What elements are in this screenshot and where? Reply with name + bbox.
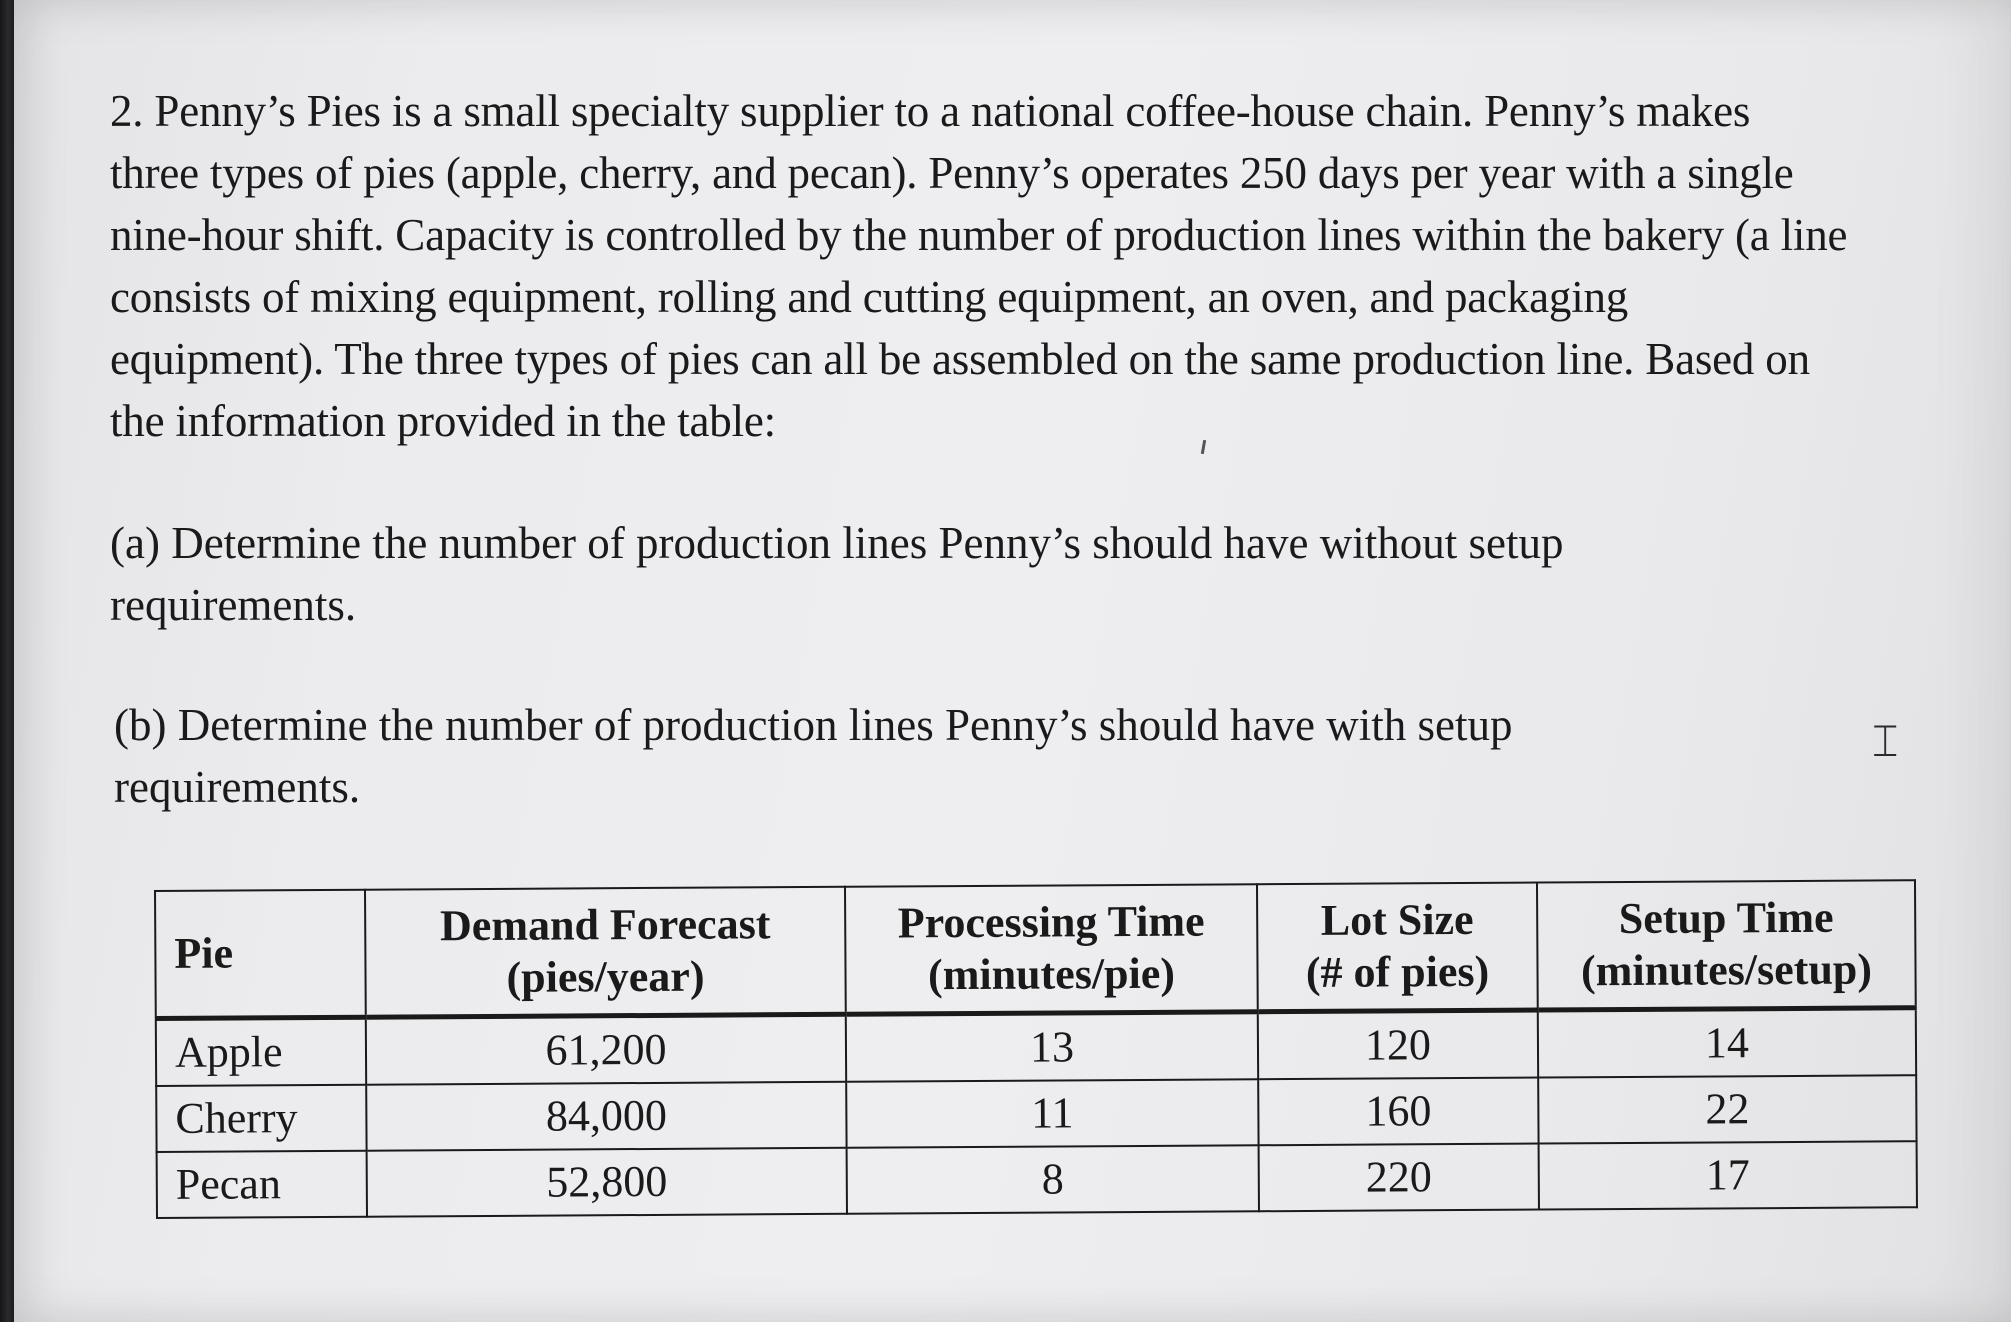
cell-demand: 61,200 <box>366 1014 846 1084</box>
header-pie-label: Pie <box>174 928 234 978</box>
cell-demand: 52,800 <box>367 1148 847 1217</box>
document-screen <box>14 0 2011 1322</box>
cell-demand: 84,000 <box>366 1082 846 1151</box>
question-block <box>110 80 1850 452</box>
cell-pie: Apple <box>156 1017 366 1086</box>
cell-processing: 11 <box>846 1079 1258 1148</box>
table-row <box>156 1075 1916 1152</box>
header-processing <box>845 884 1258 1014</box>
cell-lot: 220 <box>1259 1144 1539 1212</box>
part-a-text: (a) Determine the number of production lines Penny’s should have without setup requirements. <box>110 518 1564 630</box>
cell-processing: 8 <box>847 1145 1259 1214</box>
pie-data-table-wrapper <box>154 879 1916 1219</box>
table-row <box>157 1141 1917 1218</box>
header-processing-line1: Processing Time <box>897 896 1205 948</box>
header-pie <box>155 890 366 1019</box>
header-demand <box>365 887 846 1017</box>
pie-data-table <box>154 879 1918 1219</box>
cell-lot: 120 <box>1258 1010 1538 1079</box>
cell-setup: 22 <box>1538 1075 1916 1143</box>
part-b-text: (b) Determine the number of production lines Penny’s should have with setup requirements. <box>114 700 1513 812</box>
header-setup-time <box>1537 880 1916 1010</box>
cell-processing: 13 <box>846 1012 1258 1082</box>
text-cursor-icon: ⌶ <box>1872 716 1899 767</box>
header-demand-line2: (pies/year) <box>506 951 705 1002</box>
cell-setup: 14 <box>1538 1008 1916 1078</box>
header-lot-size <box>1257 883 1538 1012</box>
question-text: 2. Penny’s Pies is a small specialty supplier to a national coffee-house chain. Penny’s makes three types of pies (apple, cherry, and pecan). Penny’s operates 250 days per year with a single nine-hour shift. Capacity is controlled by the number of production lines within the bakery (a line consists of mixing equipment, rolling and cutting equipment, an oven, and packaging equipment). The three types of pies can all be assembled on the same production line. Based on the information provided in the table: <box>110 86 1848 446</box>
header-setup-line2: (minutes/setup) <box>1580 944 1873 996</box>
header-lot-line1: Lot Size <box>1320 894 1474 945</box>
header-processing-line2: (minutes/pie) <box>927 948 1176 1000</box>
table-header-row <box>155 880 1916 1018</box>
cell-lot: 160 <box>1258 1078 1538 1146</box>
header-setup-line1: Setup Time <box>1618 892 1834 944</box>
cell-pie: Cherry <box>156 1085 366 1152</box>
table-row <box>156 1008 1916 1086</box>
header-lot-line2: (# of pies) <box>1305 946 1490 997</box>
cell-pie: Pecan <box>157 1151 367 1218</box>
header-demand-line1: Demand Forecast <box>439 899 771 951</box>
cell-setup: 17 <box>1539 1141 1917 1209</box>
